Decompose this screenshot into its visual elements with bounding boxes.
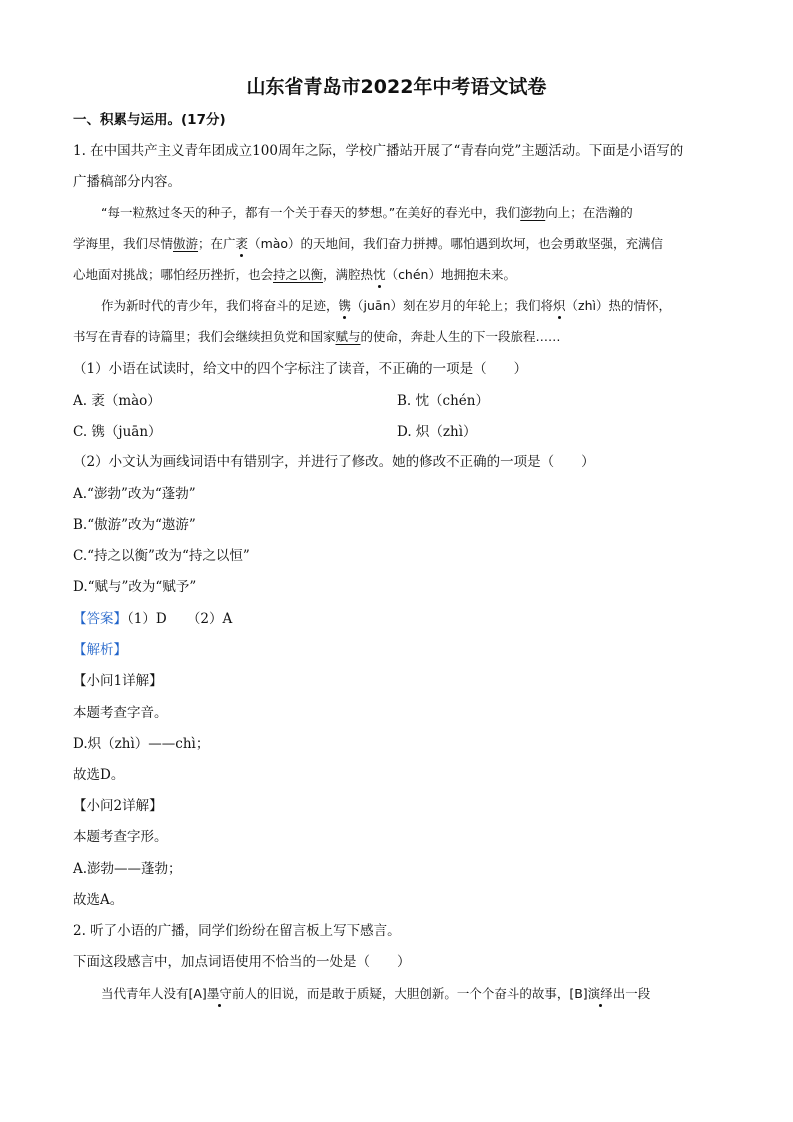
underlined-word: 傲游: [173, 236, 199, 251]
underlined-word: 赋与: [335, 329, 361, 344]
detail-text: D.炽（zhì）——chì；: [73, 736, 210, 752]
question-2-stem: 2. 听了小语的广播，同学们纷纷在留言板上写下感言。: [73, 923, 401, 939]
detail-text: 本题考查字音。: [73, 705, 168, 721]
passage-text: ，满腔热: [323, 267, 374, 282]
option-a[interactable]: A.“澎勃”改为“蓬勃”: [73, 486, 196, 502]
question-1-stem: 1. 在中国共产主义青年团成立100周年之际，学校广播站开展了“青春向党”主题活动。下面是小语写的: [73, 143, 684, 159]
passage-text: 作为新时代的青少年，我们将奋斗的足迹，: [101, 298, 339, 313]
dotted-char: 炽: [553, 298, 566, 313]
dotted-char: 镌: [338, 298, 352, 313]
dotted-char: 忱: [373, 267, 386, 282]
passage-line: [101, 985, 650, 1003]
option-b[interactable]: B. 忱（chén）: [397, 393, 489, 409]
answer-line: [73, 610, 232, 628]
dotted-word: 演绎: [587, 986, 613, 1001]
answer-text: （1）D （2）A: [127, 611, 233, 627]
answer-tag: 【答案】: [73, 611, 127, 627]
option-c[interactable]: C.“持之以衡”改为“持之以恒”: [73, 548, 250, 564]
option-c[interactable]: C. 镌（juān）: [73, 424, 162, 440]
passage-line: [73, 235, 663, 253]
option-b[interactable]: B.“傲游”改为“遨游”: [73, 517, 196, 533]
detail-text: 本题考查字形。: [73, 829, 168, 845]
passage-line: [73, 266, 516, 284]
passage-text: （zhì）热的情怀，: [565, 298, 671, 313]
section-heading: 一、积累与运用。(17分): [73, 112, 226, 128]
sub-question-1: （1）小语在试读时，给文中的四个字标注了读音，不正确的一项是（ ）: [73, 361, 528, 377]
passage-text: “每一粒熬过冬天的种子，都有一个关于春天的梦想。”在美好的春光中，我们: [101, 205, 521, 220]
passage-text: 向上；在浩瀚的: [545, 205, 633, 220]
underlined-word: 澎勃: [520, 205, 546, 220]
detail-text: 故选D。: [73, 767, 125, 783]
passage-text: （chén）地拥抱未来。: [385, 267, 516, 282]
dotted-char: 袤: [235, 236, 249, 251]
passage-line: [73, 328, 561, 346]
analysis-tag: 【解析】: [73, 642, 127, 658]
question-1-stem-cont: 广播稿部分内容。: [73, 174, 181, 190]
passage-text: 心地面对挑战；哪怕经历挫折，也会: [73, 267, 274, 282]
passage-text: 学海里，我们尽情: [73, 236, 174, 251]
passage-text: 当代青年人没有[A]: [101, 986, 207, 1001]
passage-line: [101, 204, 633, 222]
detail-text: A.澎勃——蓬勃；: [73, 861, 182, 877]
dotted-word: 墨守: [206, 986, 232, 1001]
detail-heading-1: 【小问1详解】: [73, 673, 163, 689]
passage-text: 的使命，奔赴人生的下一段旅程……: [360, 329, 561, 344]
passage-text: 出一段: [612, 986, 651, 1001]
passage-text: 书写在青春的诗篇里；我们会继续担负党和国家: [73, 329, 336, 344]
sub-question-2: （2）小文认为画线词语中有错别字，并进行了修改。她的修改不正确的一项是（ ）: [73, 454, 595, 470]
option-d[interactable]: D. 炽（zhì）: [397, 424, 477, 440]
passage-text: （juān）刻在岁月的年轮上；我们将: [351, 298, 554, 313]
option-a[interactable]: A. 袤（mào）: [73, 393, 161, 409]
underlined-word: 持之以衡: [273, 267, 324, 282]
passage-text: 前人的旧说，而是敢于质疑，大胆创新。一个个奋斗的故事，[B]: [231, 986, 588, 1001]
passage-line: [101, 297, 671, 315]
question-2-prompt: 下面这段感言中，加点词语使用不恰当的一处是（ ）: [73, 954, 411, 970]
page-title: 山东省青岛市2022年中考语文试卷: [246, 76, 547, 98]
passage-text: （mào）的天地间，我们奋力拼搏。哪怕遇到坎坷，也会勇敢坚强，充满信: [248, 236, 664, 251]
passage-text: ；在广: [198, 236, 236, 251]
detail-heading-2: 【小问2详解】: [73, 798, 163, 814]
option-d[interactable]: D.“赋与”改为“赋予”: [73, 579, 197, 595]
detail-text: 故选A。: [73, 892, 124, 908]
